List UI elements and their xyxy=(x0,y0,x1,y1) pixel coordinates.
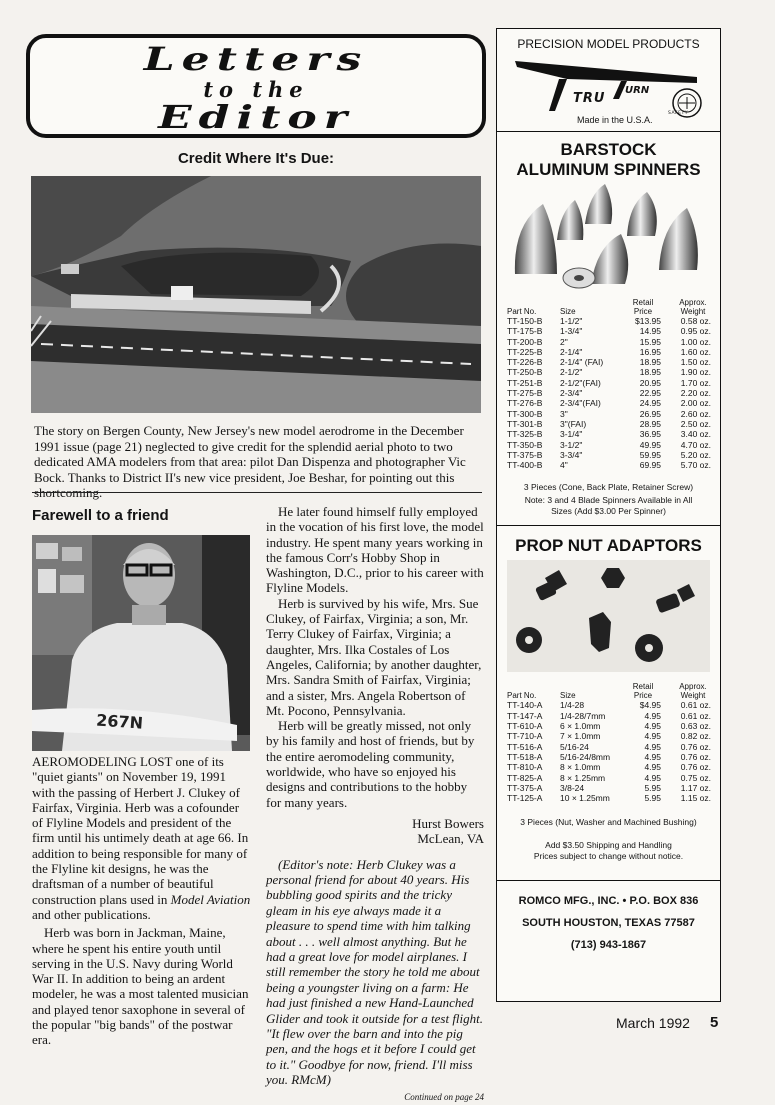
cell-price: 5.95 xyxy=(644,793,661,804)
cell-size: 10 × 1.25mm xyxy=(560,793,610,804)
spinners-blade-note: Note: 3 and 4 Blade Spinners Available in All Sizes (Add $3.00 Per Spinner) xyxy=(524,495,693,517)
prop-rows xyxy=(507,700,711,804)
cell-weight: 0.63 oz. xyxy=(680,721,711,732)
masthead-editor: Editor xyxy=(158,99,354,136)
section-divider xyxy=(32,492,482,493)
spinners-table-header xyxy=(507,294,708,316)
cell-size: 3-1/2" xyxy=(560,439,583,450)
cell-price: 4.95 xyxy=(644,751,661,762)
cell-weight: 4.70 oz. xyxy=(680,439,711,450)
cell-price: 4.95 xyxy=(644,731,661,742)
shipping-note: Add $3.50 Shipping and Handling xyxy=(545,840,672,851)
cell-part: TT-275-B xyxy=(507,388,543,399)
cell-weight: 0.82 oz. xyxy=(680,731,711,742)
cell-part: TT-251-B xyxy=(507,377,543,388)
cell-part: TT-150-B xyxy=(507,316,543,326)
ad-divider xyxy=(497,131,720,132)
table-row xyxy=(507,710,711,721)
cell-part: TT-250-B xyxy=(507,367,543,378)
signature-name: Hurst Bowers xyxy=(412,815,484,831)
cell-size: 2-1/4" (FAI) xyxy=(560,357,604,368)
cell-part: TT-125-A xyxy=(507,793,543,804)
cell-price: $13.95 xyxy=(635,316,661,326)
cell-size: 2" xyxy=(560,336,568,347)
made-in-usa: Made in the U.S.A. xyxy=(577,115,653,125)
cell-size: 6 × 1.0mm xyxy=(560,721,601,732)
table-row xyxy=(507,793,711,804)
signature-place: McLean, VA xyxy=(417,831,484,847)
cell-size: 3/8-24 xyxy=(560,782,585,793)
table-row xyxy=(507,731,711,742)
spinners-title-1: BARSTOCK xyxy=(560,140,657,159)
table-row xyxy=(507,388,711,399)
cell-weight: 0.58 oz. xyxy=(680,316,711,326)
cell-part: TT-375-A xyxy=(507,782,543,793)
prop-adaptors-photo xyxy=(507,560,710,672)
table-row xyxy=(507,316,711,326)
farewell-col2-p1: He later found himself fully employed in the vocation of his first love, the model industry. He spent many years working in the famous Corr's Hobby Shop in Washington, D.C., prior to his career with Flyline Models. xyxy=(266,504,484,596)
cell-price: 4.95 xyxy=(644,772,661,783)
farewell-col1 xyxy=(32,754,252,1048)
table-row xyxy=(507,741,711,752)
table-row xyxy=(507,357,711,368)
farewell-heading: Farewell to a friend xyxy=(32,507,169,524)
cell-part: TT-226-B xyxy=(507,357,543,368)
cell-price: 4.95 xyxy=(644,741,661,752)
continued-note: Continued on page 24 xyxy=(404,1091,484,1102)
cell-weight: 0.61 oz. xyxy=(680,700,711,711)
table-row xyxy=(507,418,711,429)
farewell-col1-p2: Herb was born in Jackman, Maine, where he spent his entire youth until serving in the U.S. Navy during World War II. In addition to being an ardent modeler, he was a most talented musician and played tenor saxophone in several of the popular "big bands" of the postwar era. xyxy=(32,925,249,1048)
header-part: Part No. xyxy=(507,690,537,700)
cell-part: TT-516-A xyxy=(507,741,543,752)
spinners-title-2: ALUMINUM SPINNERS xyxy=(516,160,701,179)
table-row xyxy=(507,782,711,793)
table-row xyxy=(507,762,711,773)
cell-weight: 2.00 oz. xyxy=(680,398,711,409)
cell-part: TT-400-B xyxy=(507,460,543,471)
cell-weight: 0.95 oz. xyxy=(680,326,711,337)
table-row xyxy=(507,700,711,711)
cell-price: 4.95 xyxy=(644,710,661,721)
cell-price: $4.95 xyxy=(639,700,661,711)
cell-price: 49.95 xyxy=(639,439,661,450)
cell-part: TT-175-B xyxy=(507,326,543,337)
cell-part: TT-610-A xyxy=(507,721,543,732)
cell-weight: 2.50 oz. xyxy=(680,418,711,429)
cell-price: 18.95 xyxy=(639,367,661,378)
cell-price: 14.95 xyxy=(639,326,661,337)
cell-weight: 0.76 oz. xyxy=(680,741,711,752)
cell-price: 28.95 xyxy=(639,418,661,429)
masthead-letters: Letters xyxy=(143,41,369,78)
cell-size: 1-3/4" xyxy=(560,326,583,337)
cell-size: 5/16-24 xyxy=(560,741,589,752)
cell-size: 5/16-24/8mm xyxy=(560,751,611,762)
masthead xyxy=(26,34,486,138)
cell-weight: 1.60 oz. xyxy=(680,346,711,357)
farewell-col2-p3: Herb will be greatly missed, not only by his family and host of friends, but by the entire aeromodeling community, worldwide, who have so enjoyed his designs and contributions to the hobby for many years. xyxy=(266,718,475,810)
table-row xyxy=(507,367,711,378)
cell-size: 3"(FAI) xyxy=(560,418,587,429)
table-row xyxy=(507,429,711,440)
table-row xyxy=(507,439,711,450)
farewell-col2 xyxy=(266,504,484,1105)
props-table xyxy=(507,678,711,804)
logo-word-tru: TRU xyxy=(573,91,606,106)
prop-adaptors-title: PROP NUT ADAPTORS xyxy=(515,536,702,556)
cell-weight: 1.17 oz. xyxy=(680,782,711,793)
credit-body: The story on Bergen County, New Jersey's new model aerodrome in the December 1991 issue (page 21) neglected to give credit for the splendid aerial photo to two dedicated AMA modelers from that area: pilot Dan Dispenza and photographer Vic Bock. Thanks to District II's new vice president, Joe Beshar, for pointing out this shortcoming. xyxy=(34,423,466,500)
header-part: Part No. xyxy=(507,306,537,316)
props-table-header xyxy=(507,678,708,700)
cell-weight: 1.15 oz. xyxy=(680,793,711,804)
editors-note: (Editor's note: Herb Clukey was a personal friend for about 40 years. His bubbling good spirits and the tricky gleam in his eye always made it a pleasure to spend time with him talking about . . . well almost anything. But he had a great love for model airplanes. I still remember the story he told me about being a youngster living on a farm: He had just finished a new Hand-Launched Glider and took it outside for a test flight. "It flew over the barn and into the pig pen, and the hogs et it before I could get to it." Goodbye for now, friend. I'll miss you. RMcM) xyxy=(266,856,484,1088)
table-row xyxy=(507,346,711,357)
table-row xyxy=(507,408,711,419)
cell-price: 18.95 xyxy=(639,357,661,368)
spinner-rows xyxy=(507,316,711,471)
header-weight: Approx. Weight xyxy=(679,682,707,700)
table-row xyxy=(507,751,711,762)
plane-number: 267N xyxy=(95,710,144,733)
header-price: Retail Price xyxy=(632,298,654,316)
address-line-1: ROMCO MFG., INC. • P.O. BOX 836 xyxy=(518,895,699,908)
cell-price: 69.95 xyxy=(639,460,661,471)
cell-price: 26.95 xyxy=(639,408,661,419)
spinners-table xyxy=(507,294,711,471)
cell-part: TT-276-B xyxy=(507,398,543,409)
farewell-lead: AEROMODELING LOST xyxy=(32,754,173,769)
cell-price: 22.95 xyxy=(639,388,661,399)
prop-pieces-note: 3 Pieces (Nut, Washer and Machined Bushing) xyxy=(520,817,697,828)
cell-size: 4" xyxy=(560,460,568,471)
cell-size: 2-3/4" xyxy=(560,388,583,399)
cell-weight: 0.61 oz. xyxy=(680,710,711,721)
logo-word-urn: URN xyxy=(625,85,650,96)
cell-price: 59.95 xyxy=(639,449,661,460)
cell-size: 2-3/4"(FAI) xyxy=(560,398,601,409)
cell-part: TT-301-B xyxy=(507,418,543,429)
cell-weight: 2.20 oz. xyxy=(680,388,711,399)
cell-part: TT-225-B xyxy=(507,346,543,357)
table-row xyxy=(507,449,711,460)
header-size: Size xyxy=(560,306,576,316)
cell-part: TT-518-A xyxy=(507,751,543,762)
cell-size: 1/4-28 xyxy=(560,700,585,711)
header-price: Retail Price xyxy=(632,682,654,700)
cell-part: TT-350-B xyxy=(507,439,543,450)
table-row xyxy=(507,721,711,732)
table-row xyxy=(507,460,711,471)
cell-part: TT-810-A xyxy=(507,762,543,773)
cell-weight: 1.70 oz. xyxy=(680,377,711,388)
cell-size: 3-3/4" xyxy=(560,449,583,460)
cell-part: TT-140-A xyxy=(507,700,543,711)
cell-price: 24.95 xyxy=(639,398,661,409)
tru-turn-advertisement xyxy=(496,28,721,1002)
table-row xyxy=(507,336,711,347)
page-number: 5 xyxy=(710,1014,719,1031)
cell-weight: 5.20 oz. xyxy=(680,449,711,460)
ad-divider xyxy=(497,525,720,526)
farewell-col1-p1b: and other publications. xyxy=(32,906,151,922)
cell-part: TT-325-B xyxy=(507,429,543,440)
prices-note: Prices subject to change without notice. xyxy=(533,851,684,862)
cell-size: 3" xyxy=(560,408,568,419)
cell-size: 7 × 1.0mm xyxy=(560,731,601,742)
cell-size: 1/4-28/7mm xyxy=(560,710,606,721)
herb-clukey-photo xyxy=(32,535,250,751)
credit-heading: Credit Where It's Due: xyxy=(177,150,335,167)
header-weight: Approx. Weight xyxy=(679,298,707,316)
phone-number: (713) 943-1867 xyxy=(570,939,647,952)
cell-price: 5.95 xyxy=(644,782,661,793)
cell-part: TT-147-A xyxy=(507,710,543,721)
cell-weight: 0.76 oz. xyxy=(680,762,711,773)
table-row xyxy=(507,326,711,337)
cell-weight: 1.00 oz. xyxy=(680,336,711,347)
tru-turn-logo xyxy=(497,51,720,123)
cell-size: 2-1/2" xyxy=(560,367,583,378)
cell-price: 16.95 xyxy=(639,346,661,357)
cell-price: 15.95 xyxy=(639,336,661,347)
ad-company-name: PRECISION MODEL PRODUCTS xyxy=(517,37,700,51)
table-row xyxy=(507,398,711,409)
cell-weight: 2.60 oz. xyxy=(680,408,711,419)
cell-weight: 1.50 oz. xyxy=(680,357,711,368)
cell-size: 3-1/4" xyxy=(560,429,583,440)
cell-price: 36.95 xyxy=(639,429,661,440)
cell-part: TT-300-B xyxy=(507,408,543,419)
cell-price: 4.95 xyxy=(644,721,661,732)
farewell-col2-p2: Herb is survived by his wife, Mrs. Sue Clukey, of Fairfax, Virginia; a son, Mr. Terry Clukey of Fairfax, Virginia; a daughter, Mrs. Ilka Costales of Los Angeles, California; by another daughter, Mrs. Sandra Smith of Fairfax, Virginia; and a sister, Mrs. Angela Robertson of Mt. Pocono, Pennsylvania. xyxy=(266,595,482,718)
model-aviation-title: Model Aviation xyxy=(170,891,251,907)
cell-weight: 5.70 oz. xyxy=(680,460,711,471)
farewell-col1-p1a: one of its "quiet giants" on November 19, 1991 with the passing of Herbert J. Clukey of Fairfax, Virginia. Herb was a cofounder of Flyline Models and president of the firm until his untimely death at age 66. In addition to being responsible for many of the Flyline kit designs, he was the draftsman of a number of beautiful construction plans used in xyxy=(32,754,249,907)
safety-seal-icon: SAFETY xyxy=(668,111,688,116)
cell-size: 8 × 1.25mm xyxy=(560,772,606,783)
address-line-2: SOUTH HOUSTON, TEXAS 77587 xyxy=(522,917,695,930)
table-row xyxy=(507,772,711,783)
cell-weight: 0.76 oz. xyxy=(680,751,711,762)
cell-weight: 1.90 oz. xyxy=(680,367,711,378)
masthead-to-the: to the xyxy=(203,77,309,102)
header-size: Size xyxy=(560,690,576,700)
cell-weight: 0.75 oz. xyxy=(680,772,711,783)
table-row xyxy=(507,377,711,388)
cell-part: TT-200-B xyxy=(507,336,543,347)
farewell-col1-p1 xyxy=(32,754,252,922)
cell-size: 2-1/2"(FAI) xyxy=(560,377,601,388)
ad-divider xyxy=(497,880,720,881)
cell-price: 4.95 xyxy=(644,762,661,773)
cell-part: TT-825-A xyxy=(507,772,543,783)
aerodrome-photo xyxy=(31,176,481,413)
issue-date: March 1992 xyxy=(616,1015,690,1031)
spinners-photo xyxy=(505,184,712,294)
cell-part: TT-375-B xyxy=(507,449,543,460)
cell-size: 2-1/4" xyxy=(560,346,583,357)
cell-price: 20.95 xyxy=(639,377,661,388)
cell-part: TT-710-A xyxy=(507,731,543,742)
cell-size: 1-1/2" xyxy=(560,316,583,326)
cell-weight: 3.40 oz. xyxy=(680,429,711,440)
spinners-pieces-note: 3 Pieces (Cone, Back Plate, Retainer Screw) xyxy=(523,482,694,493)
cell-size: 8 × 1.0mm xyxy=(560,762,601,773)
